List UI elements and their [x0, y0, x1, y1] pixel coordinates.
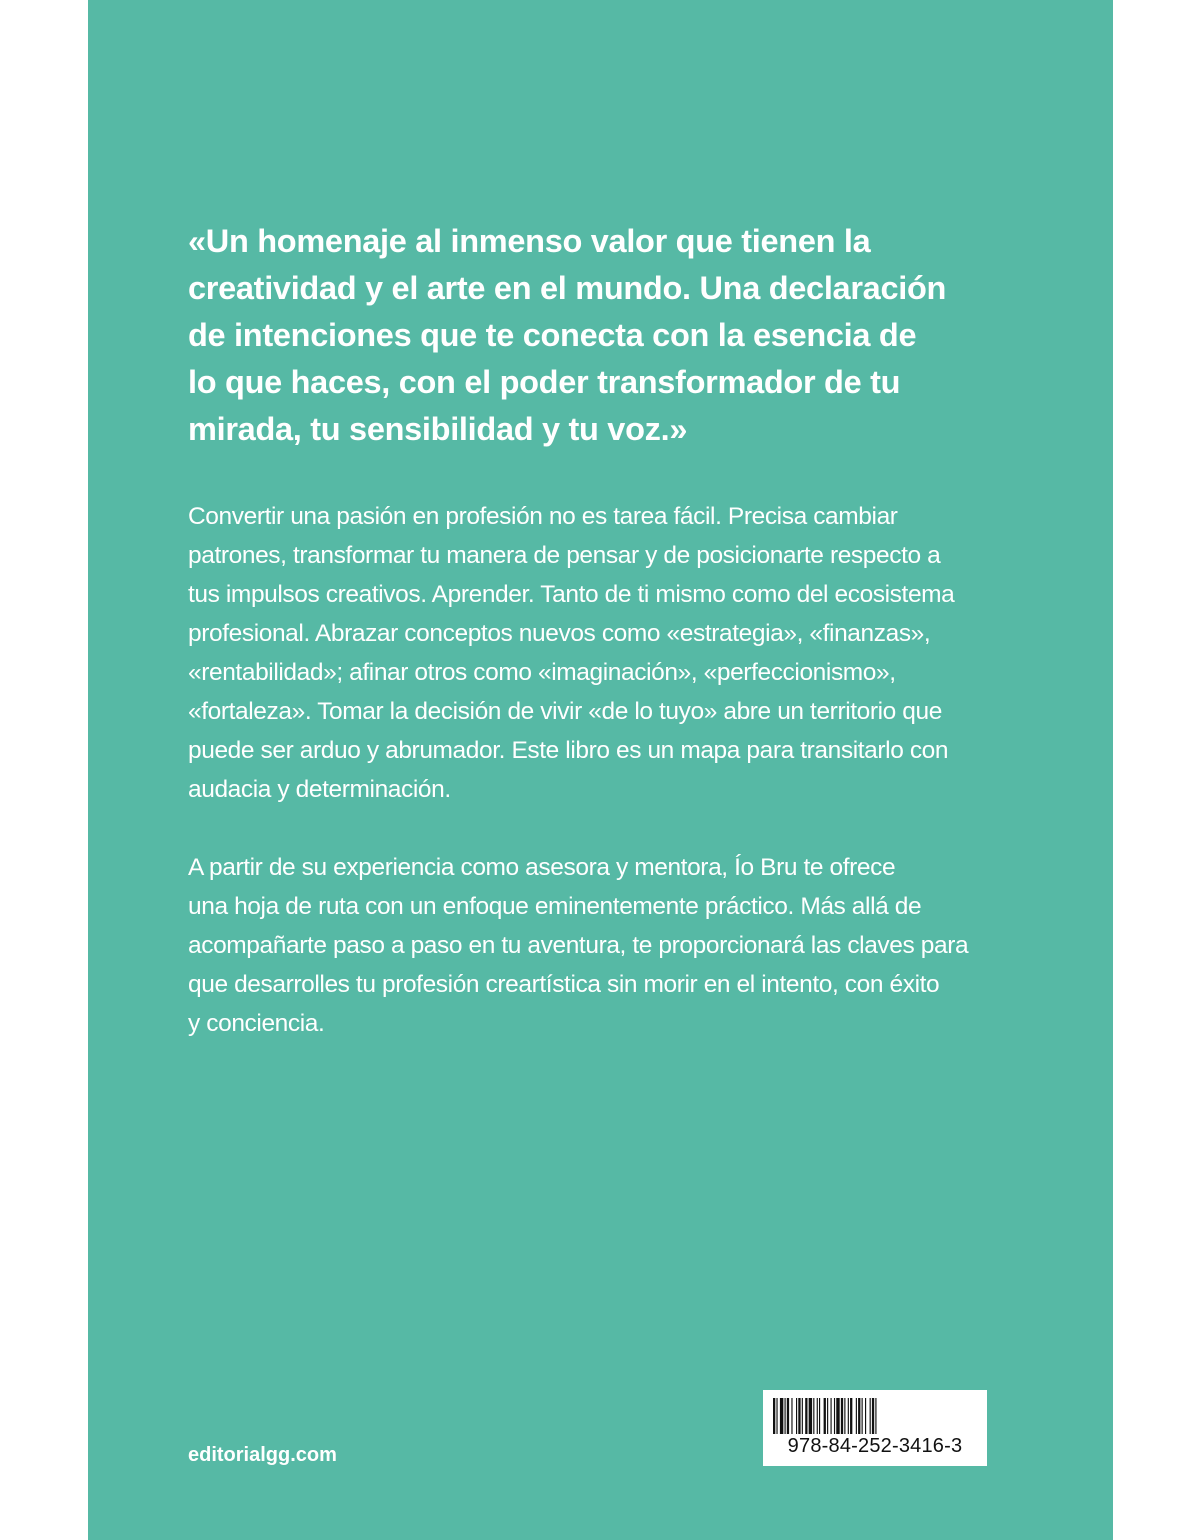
barcode-bar	[872, 1398, 874, 1434]
barcode-bar	[809, 1398, 812, 1434]
isbn-number: 978-84-252-3416-3	[787, 1435, 963, 1457]
barcode-bar	[841, 1398, 843, 1434]
barcode-icon	[773, 1398, 977, 1434]
barcode-bar	[856, 1398, 857, 1434]
barcode-bar	[780, 1398, 783, 1434]
barcode-bar	[798, 1398, 800, 1434]
description-paragraph-2: A partir de su experiencia como asesora y mentora, Ío Bru te ofrece una hoja de ruta con un enfoque eminentemente práctico. Más allá de acompañarte paso a paso en tu aventura, te proporcionará las claves para que desarrolles tu profesión creartística sin morir en el intento, con éxito y conciencia.	[188, 854, 969, 1037]
barcode-bar	[796, 1398, 797, 1434]
barcode-bar	[802, 1398, 803, 1434]
barcode-bar	[834, 1398, 835, 1434]
barcode-bar	[848, 1398, 849, 1434]
back-cover	[88, 0, 1113, 1540]
barcode-bar	[787, 1398, 789, 1434]
barcode-bar	[813, 1398, 814, 1434]
barcode-bar	[817, 1398, 818, 1434]
barcode-bar	[870, 1398, 871, 1434]
barcode-bar	[805, 1398, 807, 1434]
barcode-bar	[858, 1398, 860, 1434]
barcode-bar	[824, 1398, 826, 1434]
barcode-bar	[831, 1398, 832, 1434]
publisher-website: editorialgg.com	[188, 1444, 337, 1466]
barcode-bar	[827, 1398, 828, 1434]
text-block	[188, 218, 1008, 1043]
pull-quote: «Un homenaje al inmenso valor que tienen la creatividad y el arte en el mundo. Una declaración de intenciones que te conecta con la esencia de lo que haces, con el poder transformador de tu mirada, tu sensibilidad y tu voz.»	[188, 223, 947, 447]
barcode-bar	[875, 1398, 876, 1434]
barcode-bar	[865, 1398, 866, 1434]
barcode-bar	[850, 1398, 852, 1434]
barcode-bar	[776, 1398, 777, 1434]
barcode-bar	[785, 1398, 786, 1434]
barcode-label	[763, 1390, 987, 1466]
barcode-bar	[844, 1398, 845, 1434]
barcode-bar	[836, 1398, 839, 1434]
barcode-bar	[862, 1398, 863, 1434]
description-paragraph-1: Convertir una pasión en profesión no es tarea fácil. Precisa cambiar patrones, transformar tu manera de pensar y de posicionarte respecto a tus impulsos creativos. Aprender. Tanto de ti mismo como del ecosistema profesional. Abrazar conceptos nuevos como «estrategia», «finanzas», «rentabilidad»; afinar otros como «imaginación», «perfeccionismo», «fortaleza». Tomar la decisión de vivir «de lo tuyo» abre un territorio que puede ser arduo y abrumador. Este libro es un mapa para transitarlo con audacia y determinación.	[188, 503, 955, 803]
barcode-bar	[773, 1398, 775, 1434]
barcode-bar	[791, 1398, 792, 1434]
barcode-bar	[819, 1398, 820, 1434]
